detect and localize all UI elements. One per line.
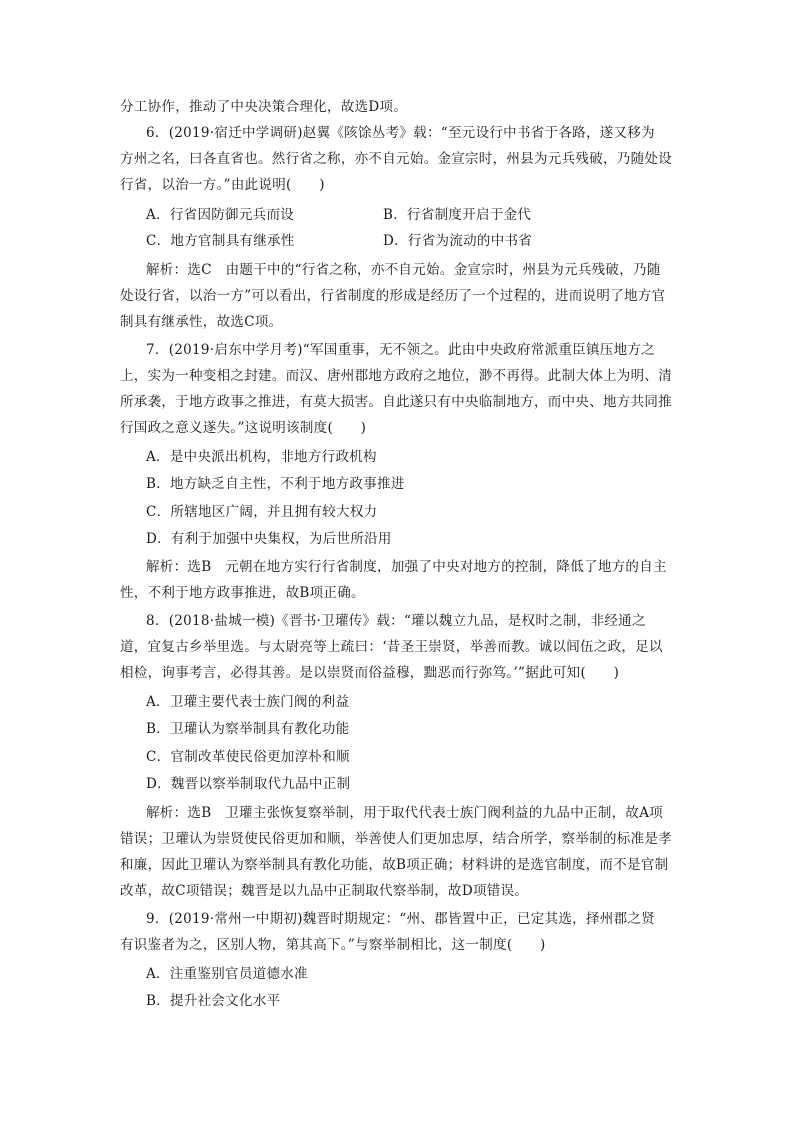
question-6-option-d: D．行省为流动的中书省 xyxy=(383,233,533,249)
question-9-option-a: A．注重鉴别官员道德水准 xyxy=(146,966,308,982)
question-8-option-c: C．官制改革使民俗更加淳朴和顺 xyxy=(146,749,350,765)
question-8-option-d: D．魏晋以察举制取代九品中正制 xyxy=(146,776,351,792)
question-6-option-a: A．行省因防御元兵而设 xyxy=(146,207,295,223)
question-9-option-b: B．提升社会文化水平 xyxy=(146,993,281,1009)
question-8-option-a: A．卫瓘主要代表士族门阀的利益 xyxy=(146,694,350,710)
question-9-stem: 9．(2019·常州一中期初)魏晋时期规定：“州、郡皆置中正，已定其选，择州郡之贤 xyxy=(146,911,655,927)
question-8-analysis: 和廉，因此卫瓘认为察举制具有教化功能，故B项正确；材料讲的是选官制度，而不是官制 xyxy=(120,857,669,873)
question-6-analysis: 解析：选C 由题干中的“行省之称，亦不自元始。金宣宗时，州县为元兵残破，乃随 xyxy=(146,262,661,278)
question-8-stem: 相检，询事考言，必得其善。是以崇贤而俗益穆，黜恶而行弥笃。’”据此可知( ) xyxy=(120,665,620,681)
question-8-analysis: 错误；卫瓘认为崇贤使民俗更加和顺，举善使人们更加忠厚，结合所学，察举制的标准是孝 xyxy=(120,831,672,847)
question-8-stem: 道，宜复古乡举里选。与太尉亮等上疏曰：‘昔圣王崇贤，举善而教。诚以闾伍之政，足以 xyxy=(120,639,663,655)
question-6-stem: 行省，以治一方。”由此说明( ) xyxy=(120,177,325,193)
question-8-analysis: 解析：选B 卫瓘主张恢复察举制，用于取代代表士族门阀利益的九品中正制，故A项 xyxy=(146,805,664,821)
question-6-analysis: 制具有继承性，故选C项。 xyxy=(120,314,283,330)
question-7-analysis: 性，不利于地方政事推进，故B项正确。 xyxy=(120,585,365,601)
question-7-stem: 上，实为一种变相之封建。而汉、唐州郡地方政府之地位，渺不再得。此制大体上为明、清 xyxy=(120,368,672,384)
question-6-option-b: B．行省制度开启于金代 xyxy=(383,207,532,223)
text-line: 分工协作，推动了中央决策合理化，故选D项。 xyxy=(120,99,408,115)
question-7-stem: 所承袭，于地方政事之推进，有莫大损害。自此遂只有中央临制地方，而中央、地方共同推 xyxy=(120,394,672,410)
question-8-option-b: B．卫瓘认为察举制具有教化功能 xyxy=(146,721,350,737)
question-8-analysis: 改革，故C项错误；魏晋是以九品中正制取代察举制，故D项错误。 xyxy=(120,883,529,899)
question-7-option-b: B．地方缺乏自主性，不利于地方政事推进 xyxy=(146,476,405,492)
question-6-analysis: 处设行省，以治一方”可以看出，行省制度的形成是经历了一个过程的，进而说明了地方官 xyxy=(120,288,666,304)
question-9-stem: 有识鉴者为之，区别人物，第其高下。”与察举制相比，这一制度( ) xyxy=(120,937,546,953)
question-7-stem: 7．(2019·启东中学月考)“军国重事，无不领之。此由中央政府常派重臣镇压地方之 xyxy=(146,342,655,358)
question-6-stem: 6．(2019·宿迁中学调研)赵翼《陔馀丛考》载：“至元设行中书省于各路，遂又移为 xyxy=(146,125,655,141)
question-7-stem: 行国政之意义遂失。”这说明该制度( ) xyxy=(120,420,367,436)
question-6-stem: 方州之名，曰各直省也。然行省之称，亦不自元始。金宣宗时，州县为元兵残破，乃随处设 xyxy=(120,151,672,167)
question-7-option-a: A．是中央派出机构，非地方行政机构 xyxy=(146,449,377,465)
question-7-option-d: D．有利于加强中央集权，为后世所沿用 xyxy=(146,531,392,547)
question-8-stem: 8．(2018·盐城一模)《晋书·卫瓘传》载：“瓘以魏立九品，是权时之制，非经通之 xyxy=(146,613,646,629)
question-7-analysis: 解析：选B 元朝在地方实行行省制度，加强了中央对地方的控制，降低了地方的自主 xyxy=(146,559,667,575)
question-7-option-c: C．所辖地区广阔，并且拥有较大权力 xyxy=(146,504,378,520)
question-6-option-c: C．地方官制具有继承性 xyxy=(146,233,295,249)
